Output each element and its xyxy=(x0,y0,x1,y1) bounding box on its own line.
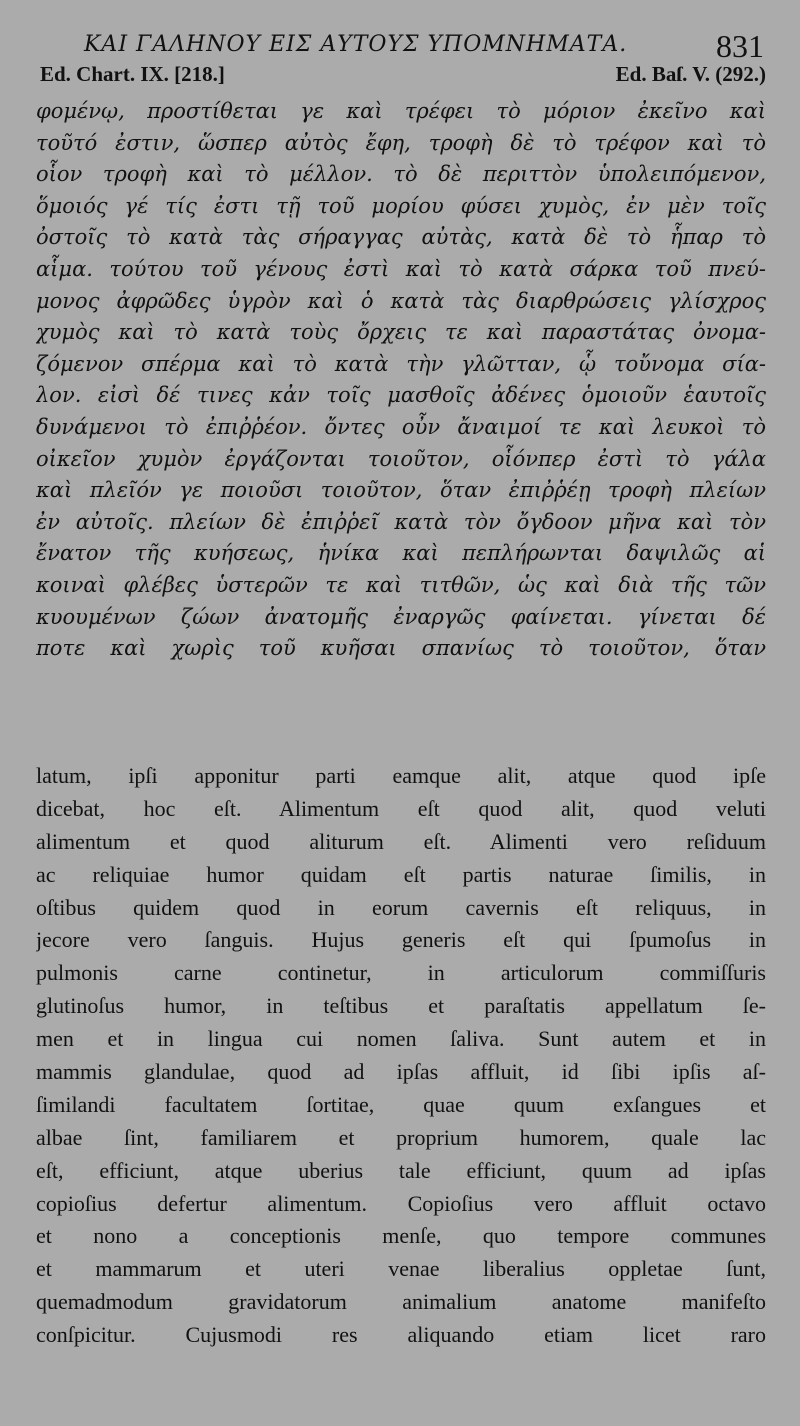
greek-text-line: οἷον τροφὴ καὶ τὸ μέλλον. τὸ δὲ περιττὸν ὑπολειπόμενον, xyxy=(36,162,766,187)
greek-text-line: ὀστοῖς τὸ κατὰ τὰς σήραγγας αὐτὰς, κατὰ δὲ τὸ ἧπαρ τὸ xyxy=(36,225,766,250)
latin-text-line: ſimilandi facultatem ſortitae, quae quum exſangues et xyxy=(36,1091,766,1117)
greek-text-line: τοῦτό ἐστιν, ὥσπερ αὐτὸς ἔφη, τροφὴ δὲ τὸ τρέφον καὶ τὸ xyxy=(36,130,766,155)
latin-text-line: alimentum et quod aliturum eſt. Alimenti vero reſiduum xyxy=(36,828,766,854)
latin-text-line: oſtibus quidem quod in eorum cavernis eſt reliquus, in xyxy=(36,894,766,920)
latin-text-line: men et in lingua cui nomen ſaliva. Sunt autem et in xyxy=(36,1026,766,1052)
greek-text-line: αἷμα. τούτου τοῦ γένους ἐστὶ καὶ τὸ κατὰ σάρκα τοῦ πνεύ- xyxy=(36,256,766,281)
latin-text-line: dicebat, hoc eſt. Alimentum eſt quod alit, quod veluti xyxy=(36,795,766,821)
greek-text-line: κυουμένων ζώων ἀνατομῆς ἐναργῶς φαίνεται. γίνεται δέ xyxy=(36,604,766,629)
latin-text-line: et nono a conceptionis menſe, quo tempore communes xyxy=(36,1223,766,1249)
latin-text-line: pulmonis carne continetur, in articulorum commiſſuris xyxy=(36,960,766,986)
edition-line xyxy=(40,62,766,92)
greek-text-line: φομένῳ, προστίθεται γε καὶ τρέφει τὸ μόριον ἐκεῖνο καὶ xyxy=(36,99,766,123)
page-number: 831 xyxy=(716,28,764,64)
latin-text-line: albae ſint, familiarem et proprium humorem, quale lac xyxy=(36,1124,766,1150)
greek-text-line: ὅμοιός γέ τίς ἐστι τῇ τοῦ μορίου φύσει χυμὸς, ἐν μὲν τοῖς xyxy=(36,193,766,218)
greek-text-line: κοιναὶ φλέβες ὑστερῶν τε καὶ τιτθῶν, ὡς καὶ διὰ τῆς τῶν xyxy=(36,572,766,597)
running-title: ΚΑΙ ΓΑΛΗΝΟΥ ΕΙΣ ΑΥΤΟΥΣ ΥΠΟΜΝΗΜΑΤΑ. xyxy=(84,32,628,57)
latin-text-line: latum, ipſi apponitur parti eamque alit, atque quod ipſe xyxy=(36,763,766,788)
latin-text-line: copioſius defertur alimentum. Copioſius vero affluit octavo xyxy=(36,1190,766,1216)
latin-text-line: et mammarum et uteri venae liberalius oppletae ſunt, xyxy=(36,1256,766,1282)
greek-text-line: ποτε καὶ χωρὶς τοῦ κυῆσαι σπανίως τὸ τοιοῦτον, ὅταν xyxy=(36,636,766,661)
latin-text-line: ac reliquiae humor quidam eſt partis naturae ſimilis, in xyxy=(36,861,766,887)
latin-text-line: glutinoſus humor, in teſtibus et paraſtatis appellatum ſe- xyxy=(36,993,766,1019)
latin-text-line: jecore vero ſanguis. Hujus generis eſt qui ſpumoſus in xyxy=(36,927,766,953)
latin-text-line: conſpicitur. Cujusmodi res aliquando etiam licet raro xyxy=(36,1322,766,1348)
latin-text-block xyxy=(36,760,766,1352)
greek-text-line: χυμὸς καὶ τὸ κατὰ τοὺς ὄρχεις τε καὶ παραστάτας ὀνομα- xyxy=(36,320,766,345)
greek-text-line: ἔνατον τῆς κυήσεως, ἡνίκα καὶ πεπλήρωνται δαψιλῶς αἱ xyxy=(36,541,766,566)
edition-basel-ref: Ed. Baſ. V. (292.) xyxy=(615,62,766,86)
latin-text-line: quemadmodum gravidatorum animalium anatome manifeſto xyxy=(36,1289,766,1315)
greek-text-line: οἰκεῖον χυμὸν ἐργάζονται τοιοῦτον, οἷόνπερ ἐστὶ τὸ γάλα xyxy=(36,446,766,471)
greek-text-line: δυνάμενοι τὸ ἐπιῤῥέον. ὄντες οὖν ἄναιμοί τε καὶ λευκοὶ τὸ xyxy=(36,414,766,439)
greek-text-line: ζόμενον σπέρμα καὶ τὸ κατὰ τὴν γλῶτταν, ᾧ τοὔνομα σία- xyxy=(36,351,766,376)
greek-text-line: ἐν αὐτοῖς. πλείων δὲ ἐπιῤῥεῖ κατὰ τὸν ὄγδοον μῆνα καὶ τὸν xyxy=(36,509,766,534)
greek-text-line: λον. εἰσὶ δέ τινες κἀν τοῖς μασθοῖς ἀδένες ὁμοιοῦν ἑαυτοῖς xyxy=(36,383,766,408)
edition-chartier-ref: Ed. Chart. IX. [218.] xyxy=(40,62,225,86)
greek-text-block xyxy=(36,96,766,665)
greek-text-line: καὶ πλεῖόν γε ποιοῦσι τοιοῦτον, ὅταν ἐπιῤῥέῃ τροφὴ πλείων xyxy=(36,478,766,503)
greek-text-line: μονος ἀφρῶδες ὑγρὸν καὶ ὁ κατὰ τὰς διαρθρώσεις γλίσχρος xyxy=(36,288,766,313)
latin-text-line: eſt, efficiunt, atque uberius tale efficiunt, quum ad ipſas xyxy=(36,1157,766,1183)
latin-text-line: mammis glandulae, quod ad ipſas affluit, id ſibi ipſis aſ- xyxy=(36,1059,766,1085)
